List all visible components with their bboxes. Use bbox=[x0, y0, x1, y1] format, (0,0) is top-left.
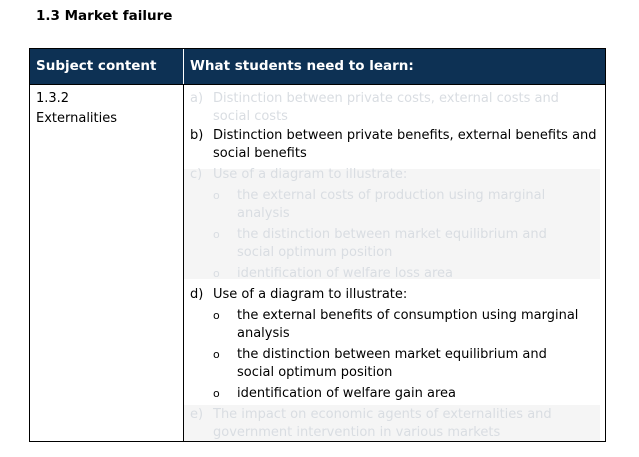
bullet-text: the external benefits of consumption using marginal analysis bbox=[237, 308, 579, 341]
item-d-text: Use of a diagram to illustrate: bbox=[213, 287, 408, 302]
bullet-text: identification of welfare gain area bbox=[237, 386, 456, 401]
table-header-row bbox=[30, 49, 605, 85]
item-a bbox=[190, 90, 600, 126]
bullet-glyph: o bbox=[213, 267, 220, 280]
subject-code: 1.3.2 bbox=[36, 91, 70, 106]
item-c-bullet-1 bbox=[190, 187, 580, 223]
item-e bbox=[190, 406, 600, 442]
item-c bbox=[190, 166, 600, 184]
item-a-label: a) bbox=[190, 91, 204, 106]
subject-topic: Externalities bbox=[36, 111, 118, 126]
header-column-divider bbox=[183, 49, 184, 84]
section-heading: 1.3 Market failure bbox=[36, 8, 173, 24]
item-d-bullet-1 bbox=[190, 307, 580, 343]
bullet-glyph: o bbox=[213, 228, 220, 241]
item-d-label: d) bbox=[190, 287, 204, 302]
item-c-bullet-3 bbox=[190, 265, 580, 283]
item-c-label: c) bbox=[190, 167, 203, 182]
item-b bbox=[190, 127, 600, 163]
spec-table bbox=[29, 48, 606, 442]
bullet-glyph: o bbox=[213, 309, 220, 322]
bullet-text: the distinction between market equilibrium and social optimum position bbox=[237, 227, 547, 260]
item-e-label: e) bbox=[190, 407, 204, 422]
bullet-text: identification of welfare loss area bbox=[237, 266, 454, 281]
item-b-text: Distinction between private benefits, external benefits and social benefits bbox=[213, 128, 597, 161]
item-b-label: b) bbox=[190, 128, 204, 143]
bullet-glyph: o bbox=[213, 348, 220, 361]
header-what-students-learn: What students need to learn: bbox=[190, 58, 414, 74]
item-c-text: Use of a diagram to illustrate: bbox=[213, 167, 408, 182]
faded-block-c bbox=[184, 169, 600, 279]
bullet-glyph: o bbox=[213, 189, 220, 202]
bullet-text: the external costs of production using marginal analysis bbox=[237, 188, 546, 221]
item-d bbox=[190, 286, 600, 304]
bullet-text: the distinction between market equilibrium and social optimum position bbox=[237, 347, 547, 380]
item-d-bullet-2 bbox=[190, 346, 580, 382]
item-a-text: Distinction between private costs, external costs and social costs bbox=[213, 91, 559, 124]
item-c-bullet-2 bbox=[190, 226, 580, 262]
item-d-bullet-3 bbox=[190, 385, 580, 403]
bullet-glyph: o bbox=[213, 387, 220, 400]
header-subject-content: Subject content bbox=[36, 58, 157, 74]
item-e-text: The impact on economic agents of externalities and government intervention in various markets bbox=[213, 407, 552, 440]
